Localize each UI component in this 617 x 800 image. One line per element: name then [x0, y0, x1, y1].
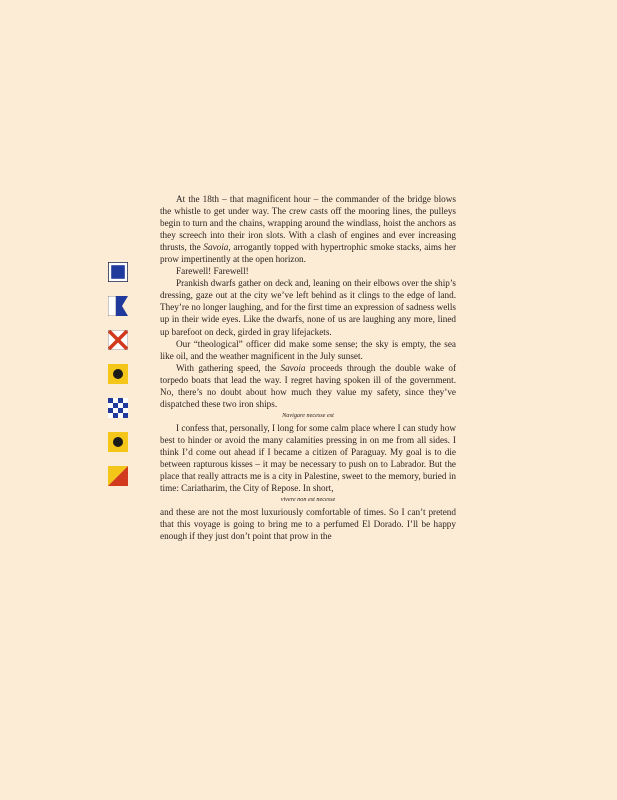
- white-blue-swallowtail-flag-icon: [108, 296, 128, 316]
- paragraph-5: [160, 362, 456, 410]
- yellow-red-diagonal-flag-icon: [108, 466, 128, 486]
- paragraph-1-text-b: arrogantly topped with hypertrophic smoke stacks, aims her prow impertinently at the open horizon.: [160, 242, 456, 265]
- yellow-black-disc-flag-icon: [108, 364, 128, 384]
- paragraph-1-text-a: At the 18th – that magnificent hour – the commander of the bridge blows the whistle to get under way. The crew casts off the mooring lines, the pulleys begin to turn and the chains, wrapping around the windlass, hoist the anchors as they screech into their iron slots. With a clash of engines and ever increasing thrusts, the: [160, 194, 456, 253]
- paragraph-4: Our “theological” officer did make some sense; the sky is empty, the sea like oil, and the weather magnificent in the July sunset.: [160, 338, 456, 361]
- body-text: [160, 193, 456, 542]
- blue-square-white-border-flag-icon: [108, 262, 128, 282]
- ship-name: Savoia: [280, 362, 306, 373]
- motto-navigare: Navigare necesse est: [282, 411, 334, 419]
- blue-white-checker-flag-icon: [108, 398, 128, 418]
- motto-vivere: vivere non est necesse: [280, 496, 336, 504]
- yellow-black-disc-flag-icon: [108, 432, 128, 452]
- paragraph-5-text-a: With gathering speed, the: [176, 362, 281, 373]
- paragraph-5-text-b: proceeds through the double wake of torpedo boats that lead the way. I regret having spoken ill of the government. No, there’s no doubt about how much they value my safety, since they’ve dispatched these two iron ships.: [160, 362, 457, 409]
- paragraph-7: and these are not the most luxuriously comfortable of times. So I can’t pretend that this voyage is going to bring me to a perfumed El Dorado. I’ll be happy enough if they just don’t point that prow in the: [160, 507, 456, 542]
- white-red-saltire-flag-icon: [108, 330, 128, 350]
- paragraph-2: Farewell! Farewell!: [176, 266, 249, 277]
- paragraph-3: Prankish dwarfs gather on deck and, leaning on their elbows over the ship’s dressing, gaze out at the city we’ve left behind as it clings to the edge of land. They’re no longer laughing, and for the first time an expression of sadness wells up in their wide eyes. Like the dwarfs, none of us are laughing any more, lined up barefoot on deck, girded in gray lifejackets.: [160, 278, 456, 337]
- paragraph-1: [160, 193, 456, 265]
- ship-name: Savoia,: [203, 242, 231, 253]
- paragraph-6: I confess that, personally, I long for some calm place where I can study how best to hinder or avoid the many calamities pressing in on me from all sides. I think I’d come out ahead if I became a citizen of Paraguay. My goal is to die between rapturous kisses – it may be necessary to push on to Labrador. But the place that really attracts me is a city in Palestine, sweet to the memory, buried in time: Cariatharim, the City of Repose. In short,: [160, 422, 456, 494]
